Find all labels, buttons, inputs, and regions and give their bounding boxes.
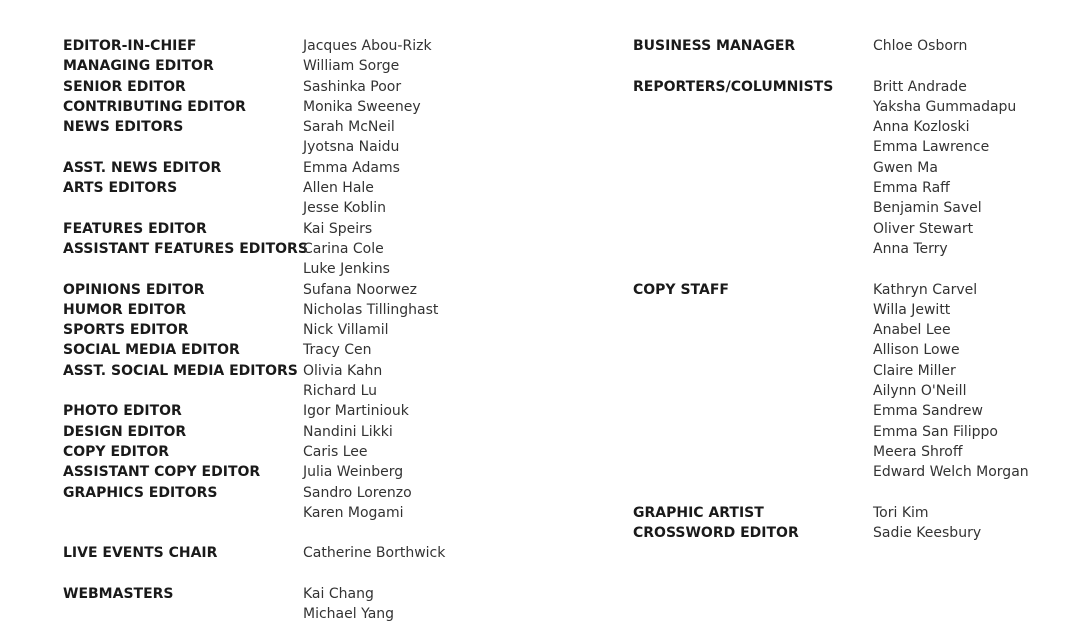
staff-name: Sandro Lorenzo <box>303 484 412 501</box>
staff-row <box>63 137 445 157</box>
staff-row <box>633 239 1029 259</box>
staff-row <box>633 117 1029 137</box>
staff-row <box>63 462 445 482</box>
staff-role: OPINIONS EDITOR <box>63 281 205 298</box>
staff-name: Richard Lu <box>303 383 378 400</box>
staff-row <box>633 97 1029 117</box>
staff-role <box>633 239 873 259</box>
staff-name: Caris Lee <box>303 443 368 460</box>
staff-role <box>633 442 873 462</box>
staff-name: Emma Adams <box>303 159 400 176</box>
staff-role <box>63 137 303 157</box>
staff-name: Julia Weinberg <box>303 464 404 481</box>
section-spacer <box>633 483 1029 503</box>
staff-name: Claire Miller <box>873 362 956 379</box>
staff-role <box>63 259 303 279</box>
staff-row <box>633 361 1029 381</box>
staff-name: Karen Mogami <box>303 504 404 521</box>
staff-row <box>63 604 445 624</box>
staff-row <box>633 178 1029 198</box>
masthead-left-column <box>63 36 445 625</box>
staff-row <box>63 401 445 421</box>
staff-name: Kai Chang <box>303 586 374 603</box>
staff-row <box>63 219 445 239</box>
staff-row <box>633 280 1029 300</box>
staff-row <box>63 543 445 563</box>
staff-role <box>633 300 873 320</box>
staff-name: Allen Hale <box>303 180 374 197</box>
staff-role: EDITOR-IN-CHIEF <box>63 38 197 54</box>
staff-role <box>633 340 873 360</box>
staff-role: SENIOR EDITOR <box>63 78 186 95</box>
staff-name: Allison Lowe <box>873 342 960 359</box>
staff-name: Emma Lawrence <box>873 139 990 156</box>
staff-row <box>63 422 445 442</box>
staff-row <box>63 259 445 279</box>
staff-role: ASSISTANT FEATURES EDITORS <box>63 240 308 257</box>
staff-name: Britt Andrade <box>873 78 967 95</box>
staff-row <box>633 340 1029 360</box>
staff-row <box>633 198 1029 218</box>
staff-role <box>63 604 303 624</box>
staff-row <box>63 300 445 320</box>
section-spacer <box>633 259 1029 279</box>
staff-role <box>633 198 873 218</box>
staff-name: Nicholas Tillinghast <box>303 301 439 318</box>
staff-row <box>633 422 1029 442</box>
staff-row <box>63 36 445 56</box>
staff-name: Meera Shroff <box>873 443 963 460</box>
staff-row <box>633 523 1029 543</box>
staff-name: Emma Raff <box>873 180 950 197</box>
staff-role: FEATURES EDITOR <box>63 220 207 237</box>
staff-role: GRAPHICS EDITORS <box>63 484 218 501</box>
staff-name: Anabel Lee <box>873 322 951 339</box>
staff-role <box>633 178 873 198</box>
staff-row <box>63 239 445 259</box>
masthead-right-column <box>633 36 1029 543</box>
staff-role <box>633 381 873 401</box>
staff-role: CROSSWORD EDITOR <box>633 525 799 542</box>
staff-role <box>633 401 873 421</box>
staff-row <box>633 320 1029 340</box>
staff-name: Oliver Stewart <box>873 220 974 237</box>
staff-name: Igor Martiniouk <box>303 403 409 420</box>
staff-name: Jyotsna Naidu <box>303 139 400 156</box>
staff-row <box>63 97 445 117</box>
staff-name: William Sorge <box>303 58 400 75</box>
staff-row <box>63 280 445 300</box>
staff-row <box>63 381 445 401</box>
staff-row <box>63 158 445 178</box>
staff-name: Monika Sweeney <box>303 98 421 115</box>
staff-role <box>633 137 873 157</box>
staff-role <box>633 422 873 442</box>
staff-role: CONTRIBUTING EDITOR <box>63 98 246 115</box>
staff-role: GRAPHIC ARTIST <box>633 504 764 521</box>
staff-row <box>633 381 1029 401</box>
staff-name: Jacques Abou-Rizk <box>303 38 432 54</box>
staff-role <box>633 462 873 482</box>
staff-row <box>63 340 445 360</box>
staff-name: Michael Yang <box>303 606 395 623</box>
staff-role: SPORTS EDITOR <box>63 322 189 339</box>
staff-role <box>633 117 873 137</box>
staff-name: Benjamin Savel <box>873 200 982 217</box>
staff-name: Sarah McNeil <box>303 119 395 136</box>
staff-row <box>633 503 1029 523</box>
staff-row <box>63 442 445 462</box>
staff-role <box>633 219 873 239</box>
staff-name: Tracy Cen <box>303 342 372 359</box>
staff-row <box>63 320 445 340</box>
staff-row <box>63 178 445 198</box>
staff-name: Emma Sandrew <box>873 403 983 420</box>
staff-name: Carina Cole <box>303 240 384 257</box>
staff-name: Edward Welch Morgan <box>873 464 1029 481</box>
staff-role: COPY STAFF <box>633 281 729 298</box>
staff-row <box>633 401 1029 421</box>
staff-row <box>633 158 1029 178</box>
staff-role <box>63 198 303 218</box>
staff-row <box>63 198 445 218</box>
staff-role <box>633 361 873 381</box>
staff-row <box>63 361 445 381</box>
staff-name: Nick Villamil <box>303 322 389 339</box>
staff-role: PHOTO EDITOR <box>63 403 182 420</box>
staff-role: ASST. SOCIAL MEDIA EDITORS <box>63 362 298 379</box>
staff-role: ASST. NEWS EDITOR <box>63 159 222 176</box>
staff-row <box>633 77 1029 97</box>
staff-name: Gwen Ma <box>873 159 938 176</box>
staff-name: Anna Terry <box>873 240 948 257</box>
staff-row <box>633 462 1029 482</box>
staff-row <box>633 442 1029 462</box>
staff-role: DESIGN EDITOR <box>63 423 187 440</box>
staff-role: SOCIAL MEDIA EDITOR <box>63 342 240 359</box>
staff-role <box>633 97 873 117</box>
staff-row <box>63 483 445 503</box>
staff-name: Olivia Kahn <box>303 362 383 379</box>
staff-row <box>63 56 445 76</box>
staff-name: Willa Jewitt <box>873 301 951 318</box>
staff-role: WEBMASTERS <box>63 586 174 603</box>
staff-name: Chloe Osborn <box>873 38 968 54</box>
staff-name: Anna Kozloski <box>873 119 970 136</box>
staff-row <box>633 219 1029 239</box>
section-spacer <box>63 564 445 584</box>
staff-role: ARTS EDITORS <box>63 180 178 197</box>
staff-name: Kathryn Carvel <box>873 281 978 298</box>
staff-name: Catherine Borthwick <box>303 545 446 562</box>
staff-role <box>63 381 303 401</box>
staff-role: BUSINESS MANAGER <box>633 38 796 54</box>
staff-name: Luke Jenkins <box>303 261 390 278</box>
staff-role: LIVE EVENTS CHAIR <box>63 545 218 562</box>
staff-name: Nandini Likki <box>303 423 393 440</box>
staff-role <box>633 320 873 340</box>
staff-name: Sadie Keesbury <box>873 525 982 542</box>
staff-name: Ailynn O'Neill <box>873 383 967 400</box>
staff-row <box>633 36 1029 56</box>
staff-role <box>63 503 303 523</box>
staff-role <box>633 158 873 178</box>
staff-row <box>63 503 445 523</box>
staff-role: ASSISTANT COPY EDITOR <box>63 464 261 481</box>
staff-row <box>633 300 1029 320</box>
staff-role: MANAGING EDITOR <box>63 58 214 75</box>
staff-name: Yaksha Gummadapu <box>873 98 1017 115</box>
staff-name: Sufana Noorwez <box>303 281 417 298</box>
staff-row <box>63 77 445 97</box>
staff-name: Kai Speirs <box>303 220 373 237</box>
staff-row <box>63 117 445 137</box>
section-spacer <box>63 523 445 543</box>
staff-row <box>633 137 1029 157</box>
staff-role: COPY EDITOR <box>63 443 170 460</box>
staff-role: REPORTERS/COLUMNISTS <box>633 78 834 95</box>
staff-row <box>63 584 445 604</box>
staff-name: Jesse Koblin <box>303 200 386 217</box>
staff-name: Tori Kim <box>873 504 929 521</box>
section-spacer <box>633 56 1029 76</box>
staff-role: NEWS EDITORS <box>63 119 184 136</box>
staff-name: Emma San Filippo <box>873 423 998 440</box>
staff-name: Sashinka Poor <box>303 78 402 95</box>
staff-role: HUMOR EDITOR <box>63 301 187 318</box>
